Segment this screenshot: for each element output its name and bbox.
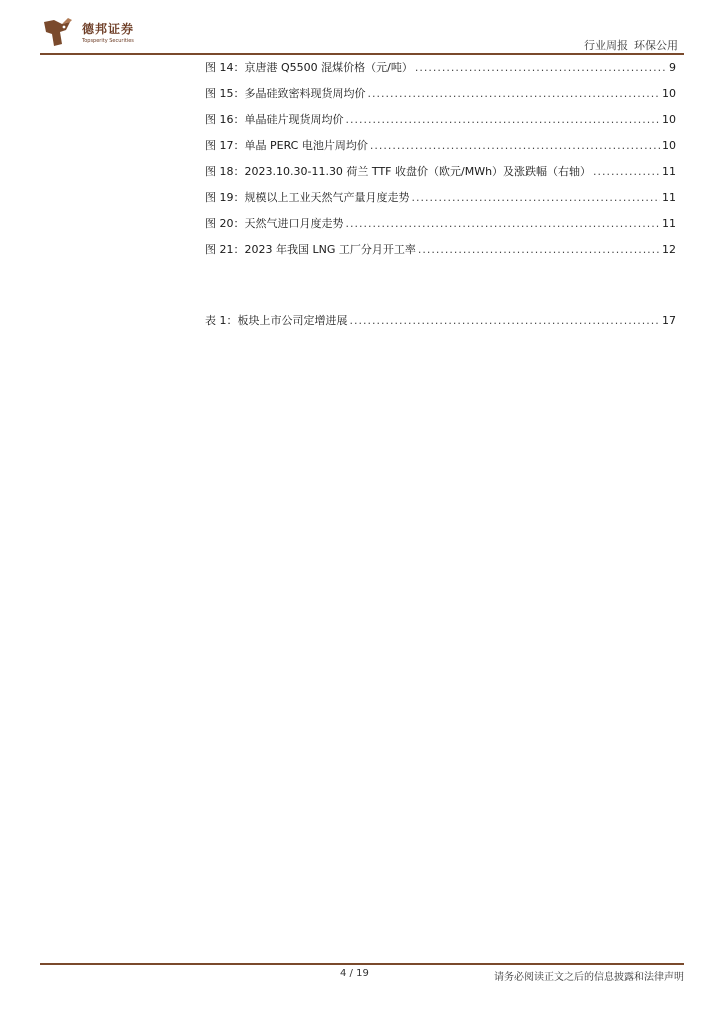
toc-entry-label: 图 19：规模以上工业天然气产量月度走势 [205,191,410,204]
toc-entry-label: 图 17：单晶 PERC 电池片周均价 [205,139,368,152]
toc-entry[interactable] [205,60,676,86]
toc-entry-label: 图 14：京唐港 Q5500 混煤价格（元/吨） [205,61,413,74]
toc-entry-label: 图 20：天然气进口月度走势 [205,217,344,230]
toc-entry-page: 11 [662,217,676,230]
footer-divider [40,963,684,965]
report-type [584,37,678,53]
toc-entry-page: 10 [662,113,676,126]
header-divider [40,53,684,55]
logo-mark-icon [40,16,76,50]
page-number: 4 / 19 [340,968,369,979]
toc-entry-label: 表 1：板块上市公司定增进展 [205,314,348,327]
toc-entry-page: 17 [662,314,676,327]
toc-entry-page: 10 [662,87,676,100]
toc-entry-page: 12 [662,243,676,256]
toc-entry[interactable] [205,190,676,216]
toc-leader-dots [346,112,661,128]
toc-entry-label: 图 21：2023 年我国 LNG 工厂分月开工率 [205,243,416,256]
legal-disclaimer: 请务必阅读正文之后的信息披露和法律声明 [494,972,684,983]
toc-entry-page: 11 [662,191,676,204]
company-logo [40,16,150,50]
toc-entry-page: 11 [662,165,676,178]
toc-leader-dots [346,216,661,232]
toc-entry[interactable] [205,138,676,164]
toc-leader-dots [370,138,660,154]
toc-entry[interactable] [205,164,676,190]
toc-entry[interactable] [205,86,676,112]
figure-list [205,60,676,268]
toc-entry-label: 图 15：多晶硅致密料现货周均价 [205,87,366,100]
toc-entry-page: 10 [662,139,676,152]
logo-name-cn: 德邦证券 [82,22,135,36]
table-list [205,313,676,339]
toc-entry-label: 图 16：单晶硅片现货周均价 [205,113,344,126]
toc-entry[interactable] [205,242,676,268]
toc-leader-dots [412,190,661,206]
toc-leader-dots [368,86,661,102]
toc-leader-dots [350,313,661,329]
logo-name-en: Topsperity Securities [82,38,134,44]
toc-leader-dots [415,60,667,76]
toc-entry[interactable] [205,313,676,339]
toc-entry[interactable] [205,112,676,138]
toc-leader-dots [593,164,660,180]
toc-entry-page: 9 [669,61,676,74]
toc-entry-label: 图 18：2023.10.30-11.30 荷兰 TTF 收盘价（欧元/MWh）及涨跌幅（右轴） [205,165,592,178]
toc-leader-dots [418,242,660,258]
report-sector: 环保公用 [634,39,678,52]
report-category: 行业周报 [584,39,628,52]
toc-entry[interactable] [205,216,676,242]
